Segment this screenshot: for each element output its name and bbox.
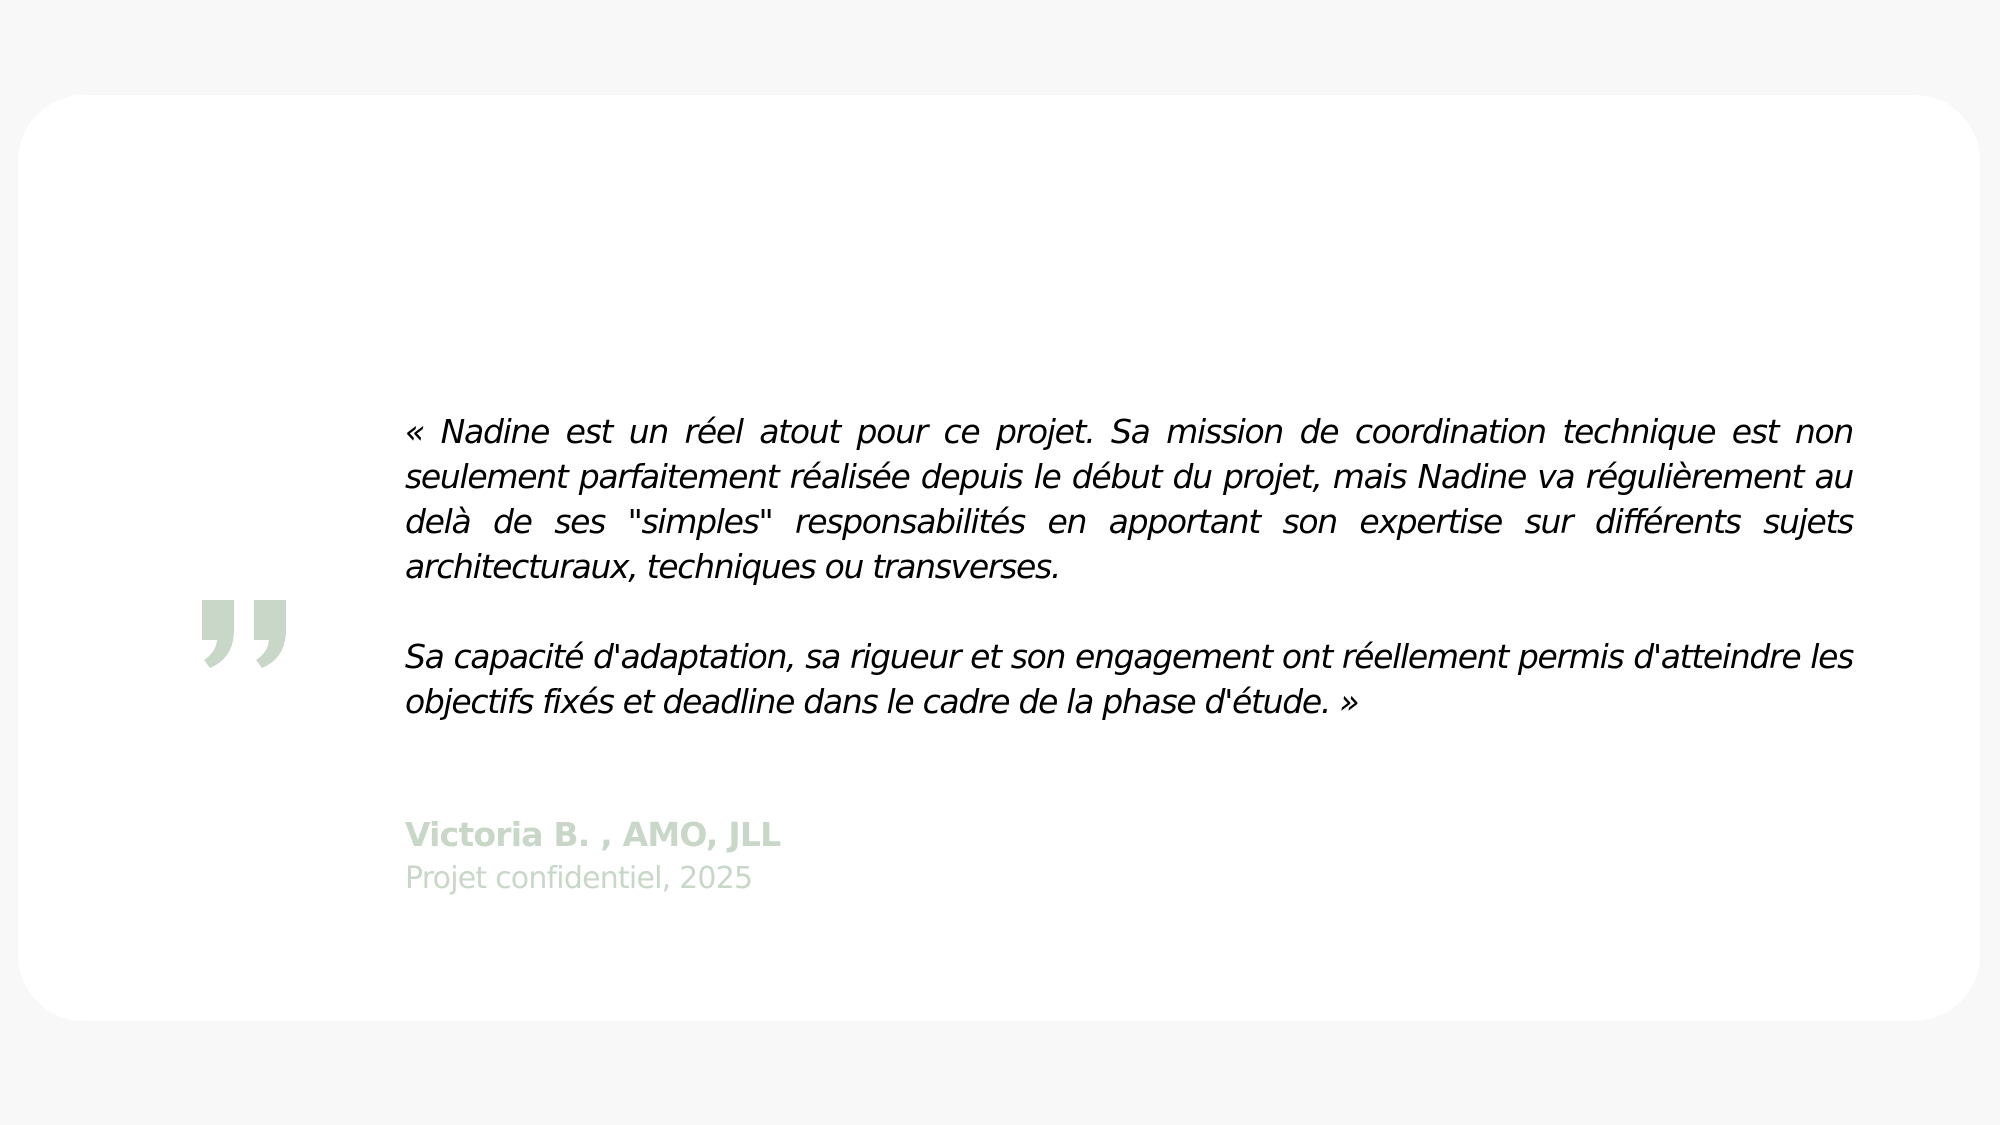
closing-quote-icon: [202, 600, 290, 668]
quote-paragraph: Sa capacité d'adaptation, sa rigueur et son engagement ont réellement permis d'atteindre les objectifs fixés et deadline dans le cadre de la phase d'étude. »: [405, 637, 1853, 721]
quote-paragraph: « Nadine est un réel atout pour ce projet. Sa mission de coordination technique est non seulement parfaitement réalisée depuis le début du projet, mais Nadine va régulièrement au delà de ses "simples" responsabilités en apportant son expertise sur différents sujets architecturaux, techniques ou transverses.: [405, 412, 1853, 586]
testimonial-card: [18, 95, 1980, 1021]
testimonial-author: Victoria B. , AMO, JLL: [405, 815, 781, 854]
testimonial-quote: [405, 409, 1853, 724]
testimonial-project: Projet confidentiel, 2025: [405, 861, 753, 896]
